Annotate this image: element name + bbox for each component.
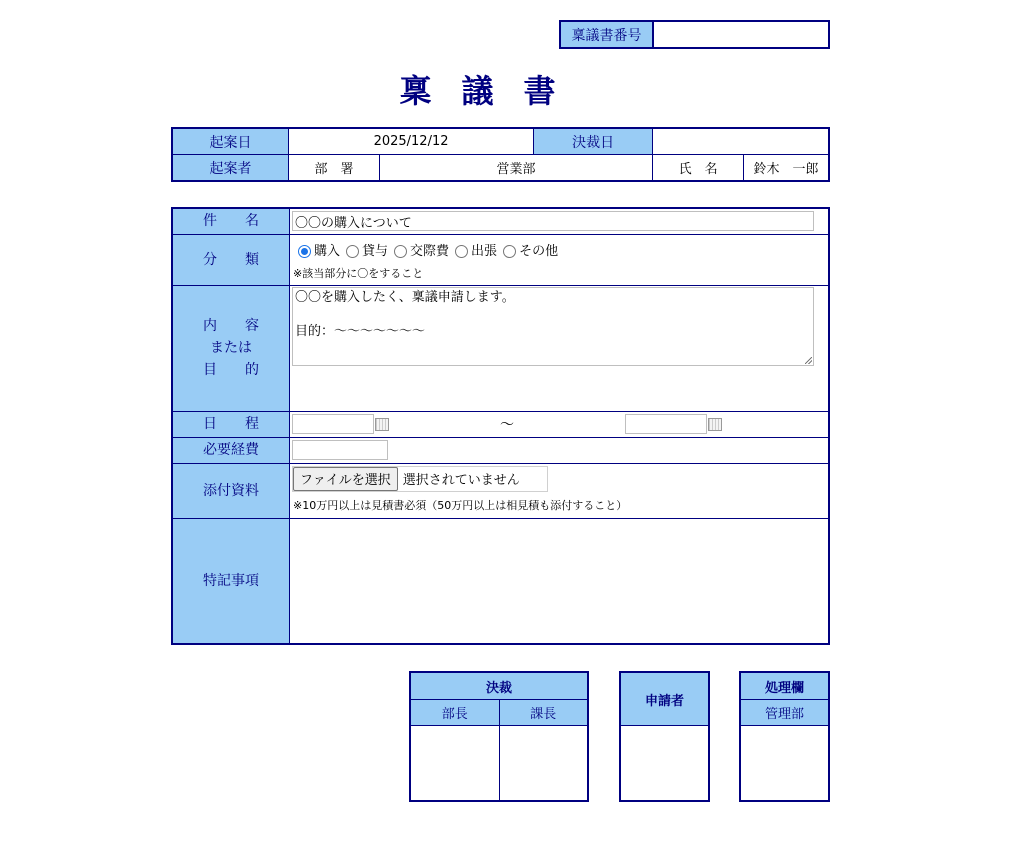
schedule-separator: ～ <box>500 417 514 433</box>
calendar-icon[interactable] <box>375 418 389 431</box>
radio-selected-icon[interactable] <box>298 245 311 258</box>
processing-label: 処理欄 <box>741 673 828 700</box>
decision-date-field[interactable] <box>653 128 829 155</box>
header-table <box>171 127 830 182</box>
dept-label: 部 署 <box>289 155 380 182</box>
name-label: 氏 名 <box>653 155 744 182</box>
applicant-box <box>619 671 710 802</box>
radio-icon[interactable] <box>346 245 359 258</box>
category-option-lend[interactable]: 貸与 <box>346 240 388 259</box>
section-chief-label: 課長 <box>500 700 588 725</box>
doc-number-box <box>559 20 830 49</box>
name-field[interactable]: 鈴木 一郎 <box>744 155 829 182</box>
attach-label: 添付資料 <box>172 463 290 518</box>
category-option-purchase[interactable]: 購入 <box>298 240 340 259</box>
decision-label: 決裁 <box>411 673 587 700</box>
calendar-icon[interactable] <box>708 418 722 431</box>
schedule-label: 日 程 <box>172 411 290 437</box>
manager-label: 部長 <box>411 700 500 725</box>
attach-note: ※10万円以上は見積書必須（50万円以上は相見積も添付すること） <box>293 498 628 512</box>
applicant-label: 申請者 <box>621 673 708 726</box>
main-form-table <box>171 207 830 645</box>
doc-number-label: 稟議書番号 <box>561 22 654 47</box>
content-textarea[interactable]: 〇〇を購入したく、稟議申請します。 目的：～～～～～～～ <box>292 287 814 366</box>
remarks-label: 特記事項 <box>172 518 290 644</box>
choose-file-button[interactable]: ファイルを選択 <box>293 467 398 491</box>
content-label: 内 容 または 目 的 <box>172 285 290 411</box>
remarks-area[interactable] <box>290 518 830 644</box>
category-label: 分 類 <box>172 234 290 285</box>
file-status: 選択されていません <box>402 473 520 488</box>
schedule-start-input[interactable] <box>292 414 374 434</box>
subject-label: 件 名 <box>172 208 290 234</box>
radio-icon[interactable] <box>455 245 468 258</box>
processing-box <box>739 671 830 802</box>
category-option-trip[interactable]: 出張 <box>455 240 497 259</box>
schedule-end-input[interactable] <box>625 414 707 434</box>
manager-stamp-area[interactable] <box>411 726 500 802</box>
category-option-entertainment[interactable]: 交際費 <box>394 240 449 259</box>
expense-input[interactable] <box>292 440 388 460</box>
file-input[interactable] <box>292 466 548 492</box>
subject-input[interactable]: 〇〇の購入について <box>292 211 814 231</box>
category-note: ※該当部分に〇をすること <box>293 266 424 280</box>
radio-icon[interactable] <box>503 245 516 258</box>
radio-icon[interactable] <box>394 245 407 258</box>
page-title: 稟議書 <box>399 72 586 110</box>
draft-date-field[interactable]: 2025/12/12 <box>289 128 534 155</box>
resize-grip-icon[interactable] <box>805 357 812 364</box>
admin-dept-label: 管理部 <box>741 700 828 726</box>
applicant-stamp-area[interactable] <box>621 726 708 801</box>
drafter-label: 起案者 <box>172 155 289 182</box>
doc-number-input[interactable] <box>654 22 828 47</box>
dept-field[interactable]: 営業部 <box>380 155 653 182</box>
draft-date-label: 起案日 <box>172 128 289 155</box>
section-chief-stamp-area[interactable] <box>500 726 588 802</box>
decision-date-label: 決裁日 <box>534 128 653 155</box>
category-radio-group <box>298 240 828 259</box>
decision-box <box>409 671 589 802</box>
category-option-other[interactable]: その他 <box>503 240 558 259</box>
admin-dept-stamp-area[interactable] <box>741 726 828 802</box>
expense-label: 必要経費 <box>172 437 290 463</box>
